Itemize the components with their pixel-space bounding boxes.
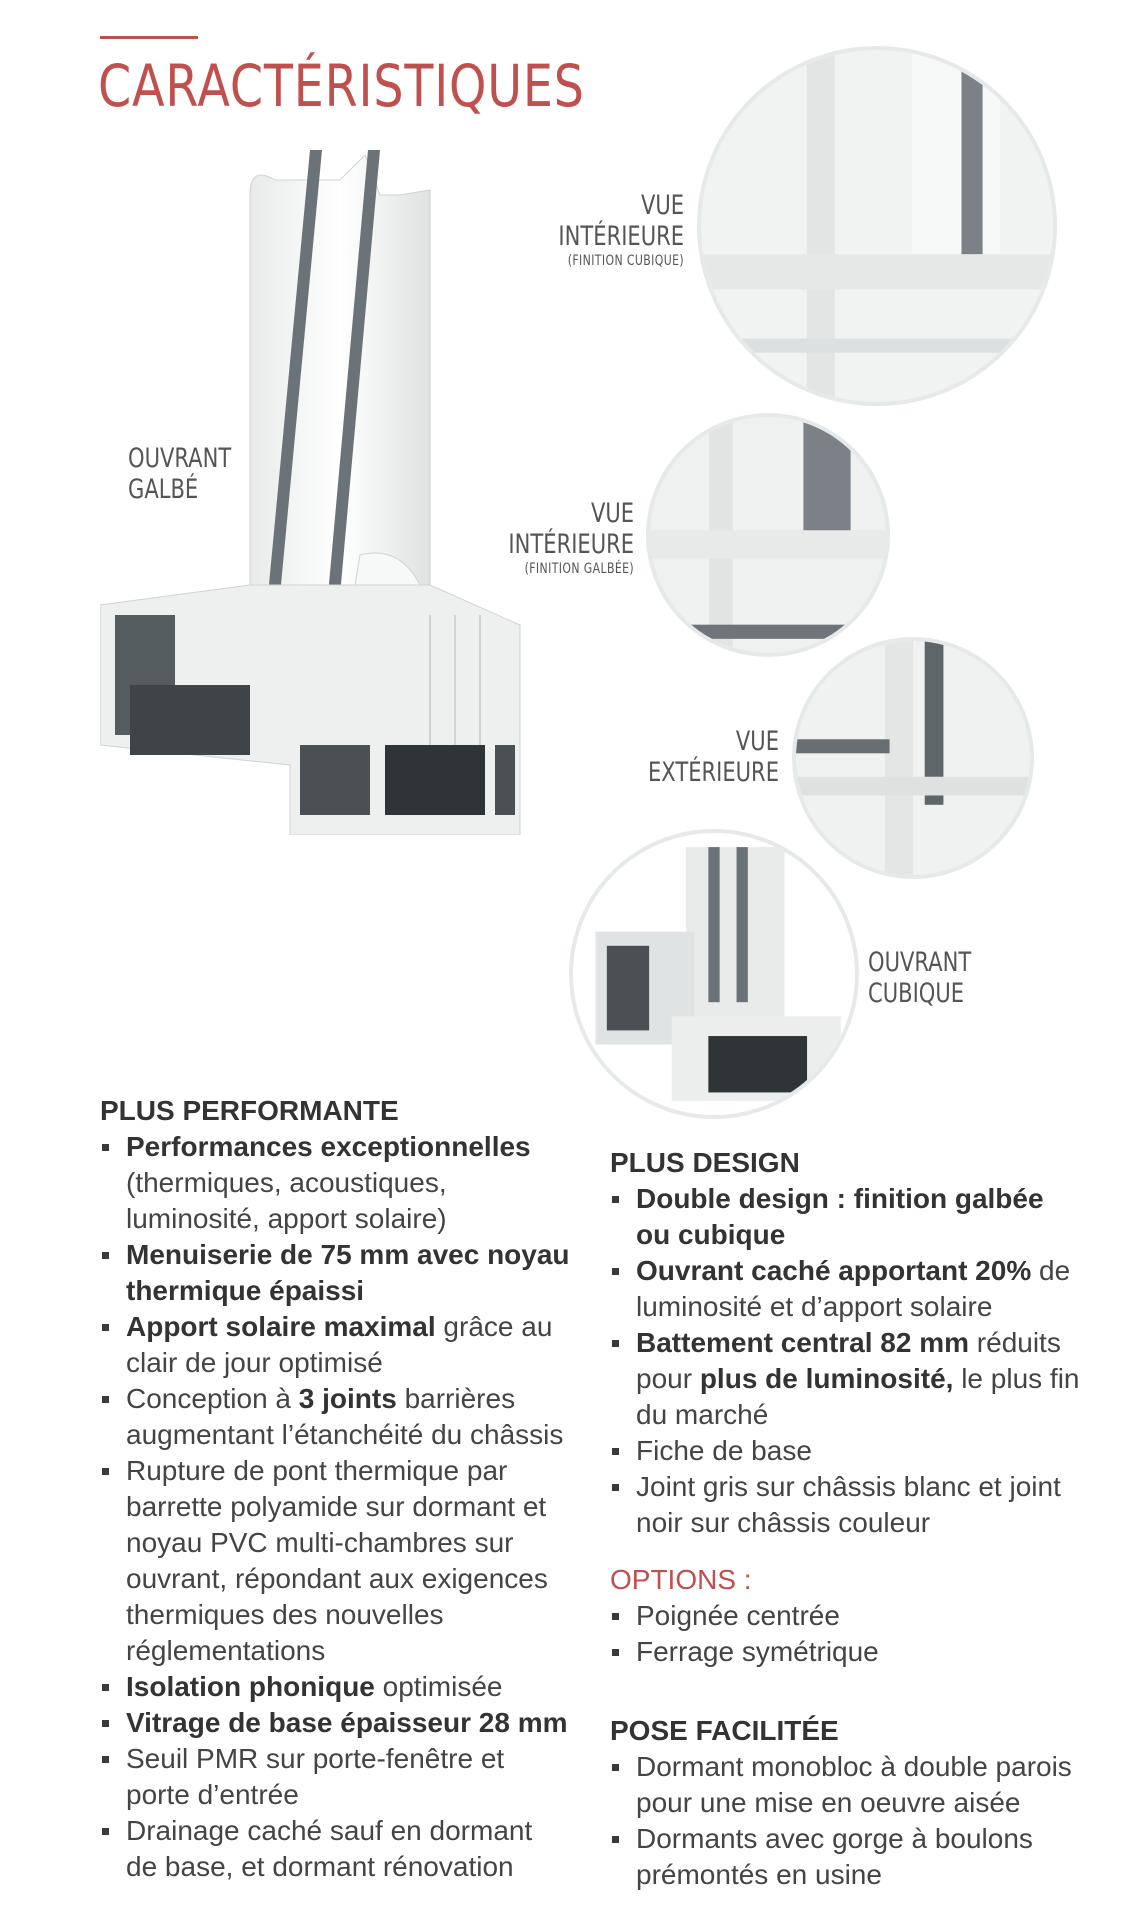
text: grâce au clair de jour optimisé [126,1311,553,1378]
circle-vue-exterieure [792,637,1034,879]
list-item [610,1181,1080,1253]
section-plus-performante [100,1093,570,1885]
circle-ouvrant-cubique [569,829,859,1119]
list-item [100,1705,570,1741]
list-item [100,1309,570,1381]
list-item [100,1741,570,1813]
text: optimisée [374,1671,503,1702]
bold-text: 3 joints [298,1383,397,1414]
section-pose-facilitee [610,1713,1080,1893]
text: le plus fin du marché [636,1363,1080,1430]
text: Dormants avec gorge à boulons prémontés en usine [636,1823,1033,1890]
list-item [100,1453,570,1669]
bold-text: Vitrage de base épaisseur 28 mm [126,1707,568,1738]
text: de luminosité et d’apport solaire [636,1255,1071,1322]
section-plus-design [610,1145,1080,1541]
bold-text: Menuiserie de 75 mm avec noyau thermique épaissi [126,1239,570,1306]
list-item [100,1237,570,1309]
text: Conception à [126,1383,299,1414]
label-vue-interieure-cubique: VUE INTÉRIEURE (FINITION CUBIQUE) [558,190,684,269]
list-item [610,1433,1080,1469]
text: Rupture de pont thermique par barrette polyamide sur dormant et noyau PVC multi-chambres sur ouvrant, répondant aux exigences thermiques des nouvelles réglementations [126,1455,548,1666]
label-vue-interieure-galbee: VUE INTÉRIEURE (FINITION GALBÉE) [508,498,634,577]
circle-vue-interieure-cubique [697,46,1057,406]
circle-vue-interieure-galbee [646,413,890,657]
list-item [610,1325,1080,1433]
bold-text: plus de luminosité, [699,1363,954,1394]
text: barrières augmentant l’étanchéité du châssis [126,1383,564,1450]
section-options [610,1562,1080,1670]
list-item [610,1598,1080,1634]
list-item [610,1821,1080,1893]
text: Poignée centrée [636,1600,840,1631]
list-plus-design [610,1181,1080,1541]
title-rule [100,36,198,39]
bold-text: Apport solaire maximal [126,1311,436,1342]
bold-text: Performances exceptionnelles [126,1131,531,1162]
list-item [610,1253,1080,1325]
label-vue-exterieure: VUE EXTÉRIEURE [647,726,779,788]
list-item [100,1669,570,1705]
text: Dormant monobloc à double parois pour une mise en oeuvre aisée [636,1751,1072,1818]
bold-text: Isolation phonique [126,1671,375,1702]
label-ouvrant-galbe: OUVRANT GALBÉ [128,443,232,505]
bold-text: Double design : finition galbée ou cubique [636,1183,1044,1250]
list-item [100,1813,570,1885]
list-pose-facilitee [610,1749,1080,1893]
bold-text: Ouvrant caché apportant 20% [636,1255,1032,1286]
list-item [610,1634,1080,1670]
list-options [610,1598,1080,1670]
text: (thermiques, acoustiques, luminosité, apport solaire) [126,1167,447,1234]
text: Ferrage symétrique [636,1636,879,1667]
heading-plus-design: PLUS DESIGN [610,1147,800,1178]
text: Drainage caché sauf en dormant de base, et dormant rénovation [126,1815,533,1882]
heading-plus-performante: PLUS PERFORMANTE [100,1095,399,1126]
page-title: CARACTÉRISTIQUES [98,52,585,120]
text: Joint gris sur châssis blanc et joint noir sur châssis couleur [636,1471,1061,1538]
bold-text: Battement central 82 mm [636,1327,970,1358]
text: Seuil PMR sur porte-fenêtre et porte d’entrée [126,1743,505,1810]
list-item [100,1381,570,1453]
text: Fiche de base [636,1435,812,1466]
list-plus-performante [100,1129,570,1885]
list-item [610,1749,1080,1821]
label-ouvrant-cubique: OUVRANT CUBIQUE [868,947,972,1009]
list-item [100,1129,570,1237]
heading-pose-facilitee: POSE FACILITÉE [610,1715,839,1746]
text: réduits pour [636,1327,1061,1394]
list-item [610,1469,1080,1541]
heading-options: OPTIONS : [610,1564,752,1595]
